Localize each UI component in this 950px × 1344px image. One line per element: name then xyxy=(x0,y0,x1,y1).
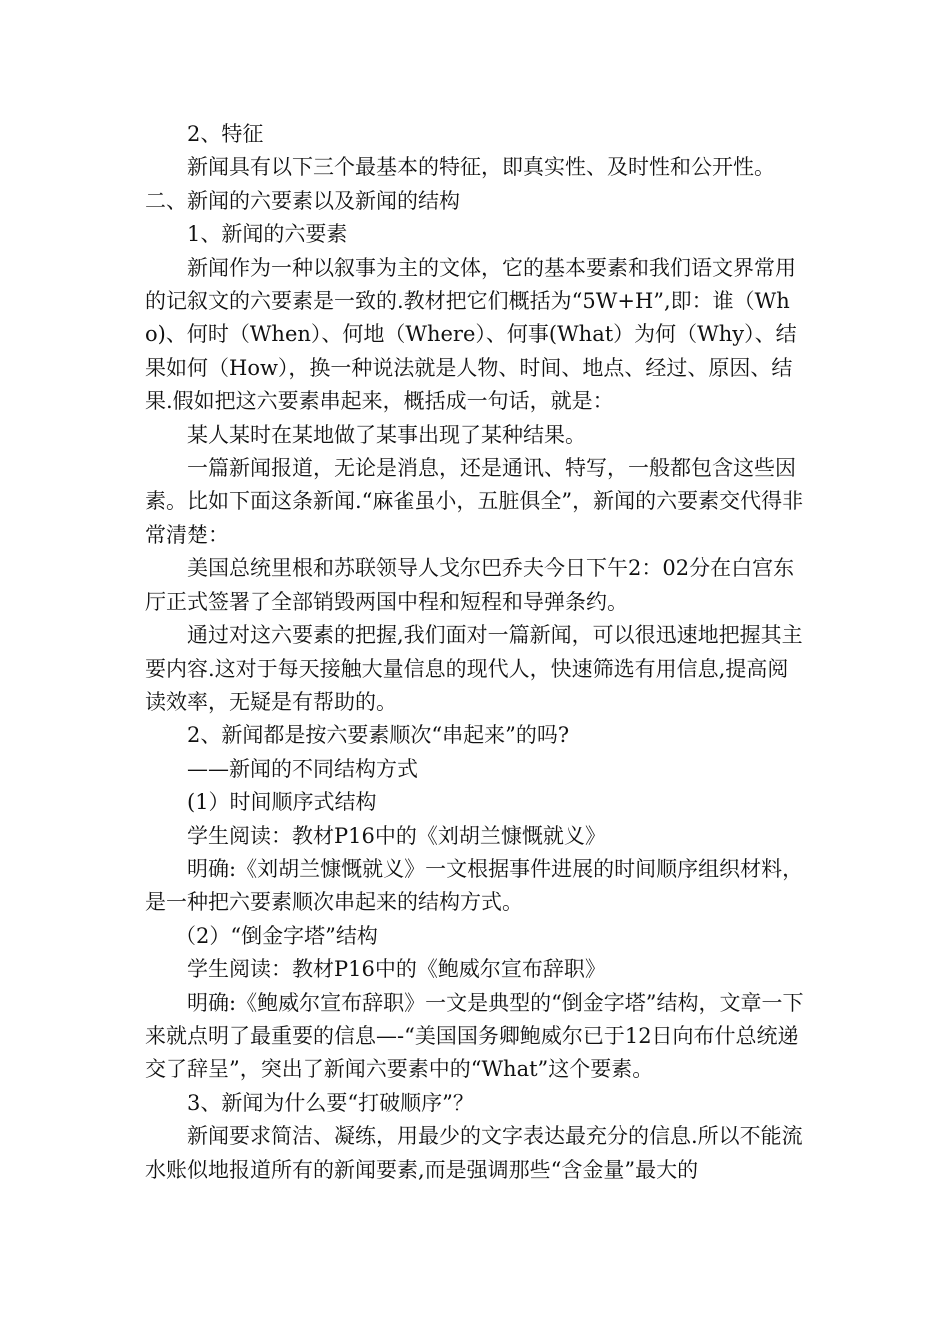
subheading-six-elements: 1、新闻的六要素 xyxy=(187,222,348,247)
paragraph-reading-efficiency: 通过对这六要素的把握,我们面对一篇新闻，可以很迅速地把握其主要内容.这对于每天接触大量信息的现代人，快速筛选有用信息,提高阅读效率，无疑是有帮助的。 xyxy=(145,623,803,714)
paragraph-reading-liu-hulan: 学生阅读：教材P16中的《刘胡兰慷慨就义》 xyxy=(187,823,606,848)
paragraph-clarify-liu-hulan: 明确:《刘胡兰慷慨就义》一文根据事件进展的时间顺序组织材料，是一种把六要素顺次串起来的结构方式。 xyxy=(145,856,804,915)
subheading-structure-types: ——新闻的不同结构方式 xyxy=(187,756,418,781)
document-body xyxy=(145,118,805,1187)
paragraph-news-example: 美国总统里根和苏联领导人戈尔巴乔夫今日下午2：02分在白宫东厅正式签署了全部销毁两国中程和短程和导弹条约。 xyxy=(145,556,795,614)
subheading-inverted-pyramid: （2）“倒金字塔”结构 xyxy=(175,923,378,948)
paragraph-six-elements-summary: 某人某时在某地做了某事出现了某种结果。 xyxy=(187,422,586,447)
paragraph-conciseness: 新闻要求简洁、凝练，用最少的文字表达最充分的信息.所以不能流水账似地报道所有的新闻要素,而是强调那些“含金量”最大的 xyxy=(145,1124,803,1182)
paragraph-six-elements-explanation: 新闻作为一种以叙事为主的文体，它的基本要素和我们语文界常用的记叙文的六要素是一致的.教材把它们概括为“5W+H”,即：谁（Who)、何时（When）、何地（Where）、何事(What）为何（Why）、结果如何（How），换一种说法就是人物、时间、地点、经过、原因、结果.假如把这六要素串起来，概括成一句话，就是： xyxy=(145,255,797,414)
paragraph-clarify-powell: 明确:《鲍威尔宣布辞职》一文是典型的“倒金字塔”结构，文章一下来就点明了最重要的信息—-“美国国务卿鲍威尔已于12日向布什总统递交了辞呈”，突出了新闻六要素中的“What”这个要素。 xyxy=(145,990,804,1082)
paragraph-reading-powell: 学生阅读：教材P16中的《鲍威尔宣布辞职》 xyxy=(187,957,606,982)
subheading-sequence-question: 2、新闻都是按六要素顺次“串起来”的吗? xyxy=(187,723,570,748)
section-heading-news-elements-structure: 二、新闻的六要素以及新闻的结构 xyxy=(145,188,460,213)
subheading-break-sequence: 3、新闻为什么要“打破顺序”？ xyxy=(187,1090,474,1115)
paragraph-features-description: 新闻具有以下三个最基本的特征，即真实性、及时性和公开性。 xyxy=(187,155,775,180)
subheading-chronological-structure: (1）时间顺序式结构 xyxy=(187,790,377,815)
section-heading-features: 2、特征 xyxy=(187,122,264,146)
paragraph-news-example-intro: 一篇新闻报道，无论是消息，还是通讯、特写，一般都包含这些因素。比如下面这条新闻.“麻雀虽小，五脏俱全”，新闻的六要素交代得非常清楚： xyxy=(145,456,804,547)
